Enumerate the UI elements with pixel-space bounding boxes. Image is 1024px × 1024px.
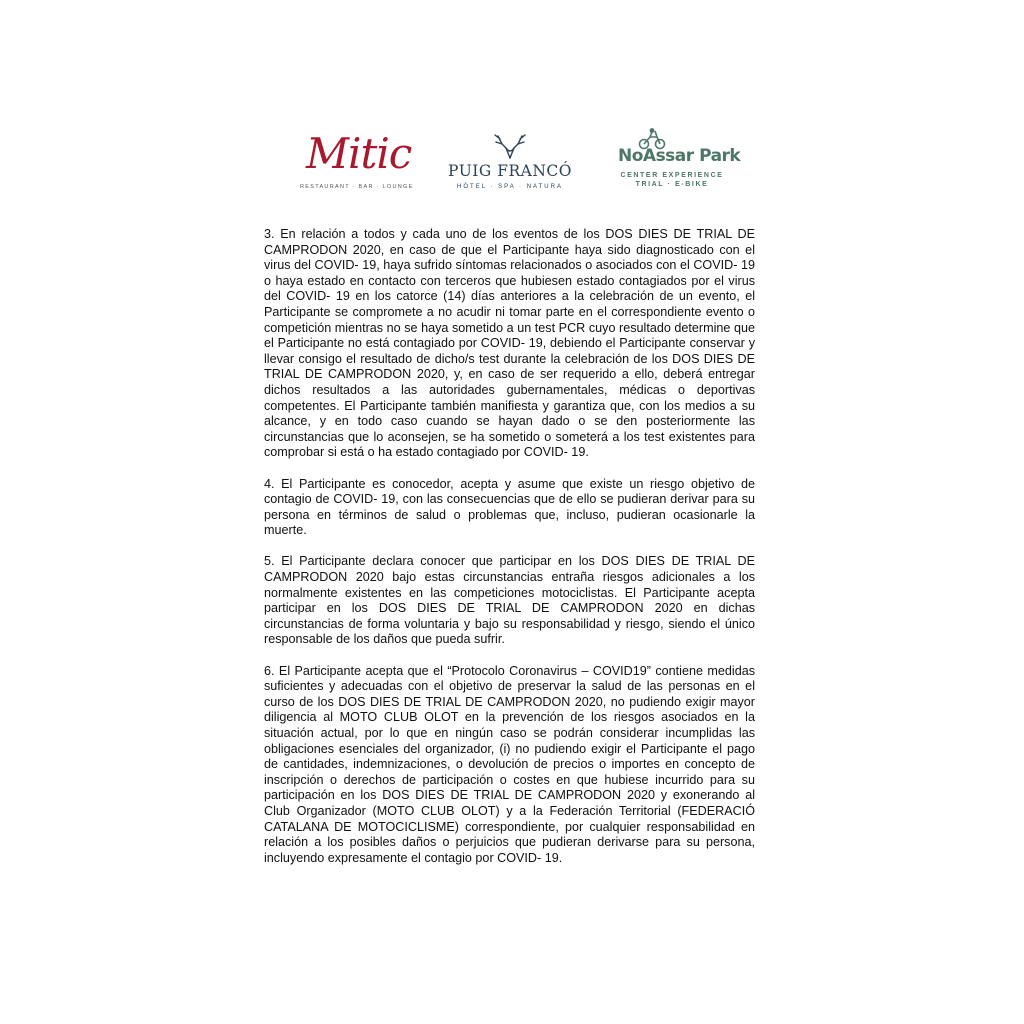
puig-franco-logo bbox=[444, 128, 576, 198]
noassar-park-tagline-1: CENTER EXPERIENCE bbox=[620, 172, 724, 179]
mitic-logo-wordmark: Mitic bbox=[306, 129, 412, 178]
document-body bbox=[264, 227, 755, 882]
sponsor-logos bbox=[300, 128, 741, 198]
noassar-park-logo bbox=[618, 128, 741, 198]
paragraph-3: 3. En relación a todos y cada uno de los eventos de los DOS DIES DE TRIAL DE CAMPRODON 2020, en caso de que el Participante haya sido diagnosticado con el virus del COVID- 19, haya sufrido síntomas relacionados o asociados con el COVID- 19 o haya estado en contacto con terceros que hubiesen estado contagiados por el virus del COVID- 19 en los catorce (14) días anteriores a la celebración de un evento, el Participante se compromete a no acudir ni tomar parte en el correspondiente evento o competición mientras no se haya sometido a un test PCR cuyo resultado determine que el Participante no está contagiado por COVID- 19, debiendo el Participante conservar y llevar consigo el resultado de dicho/s test durante la celebración de los DOS DIES DE TRIAL DE CAMPRODON 2020, y, en caso de ser requerido a ello, deberá entregar dichos resultados a las autoridades gubernamentales, médicas o deportivas competentes. El Participante también manifiesta y garantiza que, con los medios a su alcance, y en todo caso cuando se hayan dado o se den posteriormente las circunstancias que lo aconsejen, se ha sometido o someterá a los test existentes para comprobar si está o ha estado contagiado por COVID- 19. bbox=[264, 227, 755, 460]
puig-franco-wordmark: PUIG FRANCÓ bbox=[448, 162, 572, 180]
puig-franco-tagline: HÒTEL · SPA · NATURA bbox=[457, 184, 563, 190]
mitic-logo-tagline: RESTAURANT · BAR · LOUNGE bbox=[300, 184, 414, 190]
noassar-park-wordmark: NoAssar Park bbox=[618, 146, 741, 166]
paragraph-5: 5. El Participante declara conocer que participar en los DOS DIES DE TRIAL DE CAMPRODON 2020 bajo estas circunstancias entraña riesgos adicionales a los normalmente existentes en las competiciones motociclistas. El Participante acepta participar en los DOS DIES DE TRIAL DE CAMPRODON 2020 en dichas circunstancias de forma voluntaria y bajo su responsabilidad y riesgo, siendo el único responsable de los daños que pueda sufrir. bbox=[264, 554, 755, 647]
noassar-park-tagline-2: TRIAL · E-BIKE bbox=[635, 181, 709, 188]
mitic-logo bbox=[300, 128, 412, 198]
deer-antlers-icon bbox=[492, 130, 528, 160]
paragraph-6: 6. El Participante acepta que el “Protocolo Coronavirus – COVID19” contiene medidas suficientes y adecuadas con el objetivo de preservar la salud de las personas en el curso de los DOS DIES DE TRIAL DE CAMPRODON 2020, no pudiendo exigir mayor diligencia al MOTO CLUB OLOT en la prevención de los riesgos asociados en la situación actual, por lo que en ningún caso se podrán considerar incumplidas las obligaciones esenciales del organizador, (i) no pudiendo exigir el Participante el pago de cantidades, indemnizaciones, o devolución de precios o importes en concepto de inscripción o derechos de participación o costes en que hubiese incurrido para su participación en los DOS DIES DE TRIAL DE CAMPRODON 2020 y exonerando al Club Organizador (MOTO CLUB OLOT) y a la Federación Territorial (FEDERACIÓ CATALANA DE MOTOCICLISME) correspondiente, por cualquier responsabilidad en relación a los posibles daños o perjuicios que pudieran derivarse para su persona, incluyendo expresamente el contagio por COVID- 19. bbox=[264, 663, 755, 865]
paragraph-4: 4. El Participante es conocedor, acepta y asume que existe un riesgo objetivo de contagio de COVID- 19, con las consecuencias que de ello se pudieran derivar para su persona en términos de salud o problemas que, incluso, pudieran ocasionarle la muerte. bbox=[264, 476, 755, 538]
